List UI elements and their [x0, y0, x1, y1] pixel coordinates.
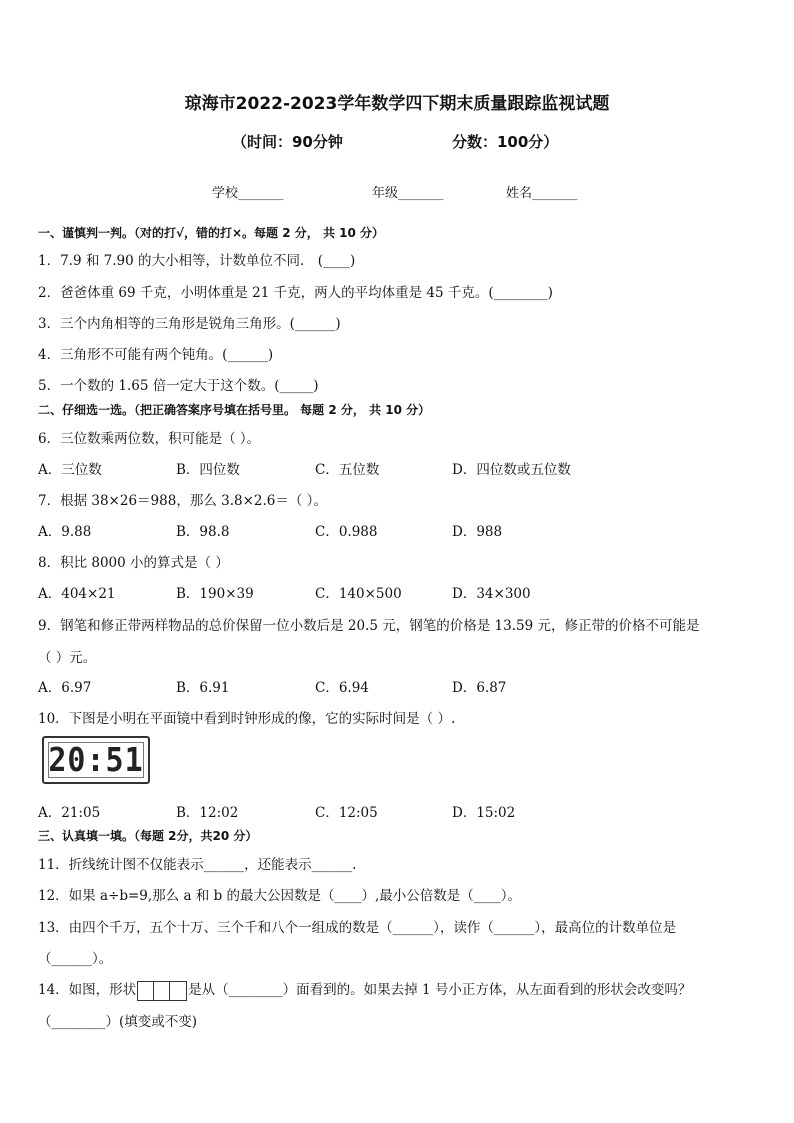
- q7-option-b: B．98.8: [176, 524, 230, 540]
- question-5: 5．一个数的 1.65 倍一定大于这个数。(_____): [38, 378, 319, 394]
- q8-option-c: C．140×500: [315, 586, 402, 602]
- clock-display: 20:51: [48, 740, 144, 780]
- q6-option-b: B．四位数: [176, 462, 240, 478]
- section-heading-1: 一、谨慎判一判。（对的打√，错的打×。每题 2 分， 共 10 分）: [38, 226, 384, 240]
- q7-option-d: D．988: [452, 524, 503, 540]
- question-7: 7．根据 38×26＝988，那么 3.8×2.6＝（ ）。: [38, 493, 327, 509]
- q14-text-end: 是从（________）面看到的。如果去掉 1 号小正方体，从左面看到的形状会改变吗？: [188, 982, 692, 998]
- question-9-line1: 9．钢笔和修正带两样物品的总价保留一位小数后是 20.5 元，钢笔的价格是 13.59 元，修正带的价格不可能是: [38, 618, 700, 634]
- q6-option-c: C．五位数: [315, 462, 380, 478]
- question-1: 1．7.9 和 7.90 的大小相等，计数单位不同． (____): [38, 253, 356, 269]
- question-8: 8．积比 8000 小的算式是（ ）: [38, 555, 229, 571]
- q9-option-a: A．6.97: [38, 680, 92, 696]
- q8-option-d: D．34×300: [452, 586, 531, 602]
- section-heading-2: 二、仔细选一选。（把正确答案序号填在括号里。 每题 2 分， 共 10 分）: [38, 403, 431, 417]
- q9-option-c: C．6.94: [315, 680, 369, 696]
- section-heading-3: 三、认真填一填。（每题 2分，共20 分）: [38, 829, 258, 843]
- q9-option-d: D．6.87: [452, 680, 507, 696]
- q10-option-a: A．21:05: [38, 805, 101, 821]
- question-13-line1: 13．由四个千万，五个十万、三个千和八个一组成的数是（______），读作（______），最高位的计数单位是: [38, 920, 677, 936]
- exam-score: 分数：100分）: [452, 133, 559, 151]
- question-13-line2: （______）。: [38, 951, 113, 967]
- question-10: 10．下图是小明在平面镜中看到时钟形成的像，它的实际时间是（ ）.: [38, 711, 456, 727]
- question-9-line2: （ ）元。: [38, 650, 97, 666]
- q14-text-start: 14．如图，形状: [38, 982, 137, 998]
- question-3: 3．三个内角相等的三角形是锐角三角形。(______): [38, 316, 341, 332]
- q7-option-a: A．9.88: [38, 524, 92, 540]
- question-11: 11．折线统计图不仅能表示______，还能表示______.: [38, 857, 357, 873]
- q7-option-c: C．0.988: [315, 524, 378, 540]
- question-6: 6．三位数乘两位数，积可能是（ ）。: [38, 431, 261, 447]
- question-12: 12．如果 a÷b=9,那么 a 和 b 的最大公因数是（____）,最小公倍数是（____）。: [38, 888, 522, 904]
- q10-option-c: C．12:05: [315, 805, 378, 821]
- q9-option-b: B．6.91: [176, 680, 230, 696]
- question-14-line1: [38, 978, 691, 1001]
- name-field: 姓名_______: [506, 186, 578, 201]
- exam-time: （时间：90分钟: [232, 133, 343, 151]
- school-field: 学校_______: [212, 186, 284, 201]
- digital-clock-image: [42, 736, 150, 784]
- q6-option-d: D．四位数或五位数: [452, 462, 571, 478]
- q10-option-d: D．15:02: [452, 805, 516, 821]
- question-2: 2．爸爸体重 69 千克，小明体重是 21 千克，两人的平均体重是 45 千克。(________): [38, 285, 553, 301]
- q8-option-a: A．404×21: [38, 586, 116, 602]
- q10-option-b: B．12:02: [176, 805, 239, 821]
- question-14-line2: （________）(填变或不变): [38, 1014, 198, 1030]
- q8-option-b: B．190×39: [176, 586, 254, 602]
- question-4: 4．三角形不可能有两个钝角。(______): [38, 347, 274, 363]
- shape-figure: [137, 981, 187, 1001]
- q6-option-a: A．三位数: [38, 462, 102, 478]
- grade-field: 年级_______: [372, 186, 444, 201]
- page-title: 琼海市2022-2023学年数学四下期末质量跟踪监视试题: [184, 94, 610, 114]
